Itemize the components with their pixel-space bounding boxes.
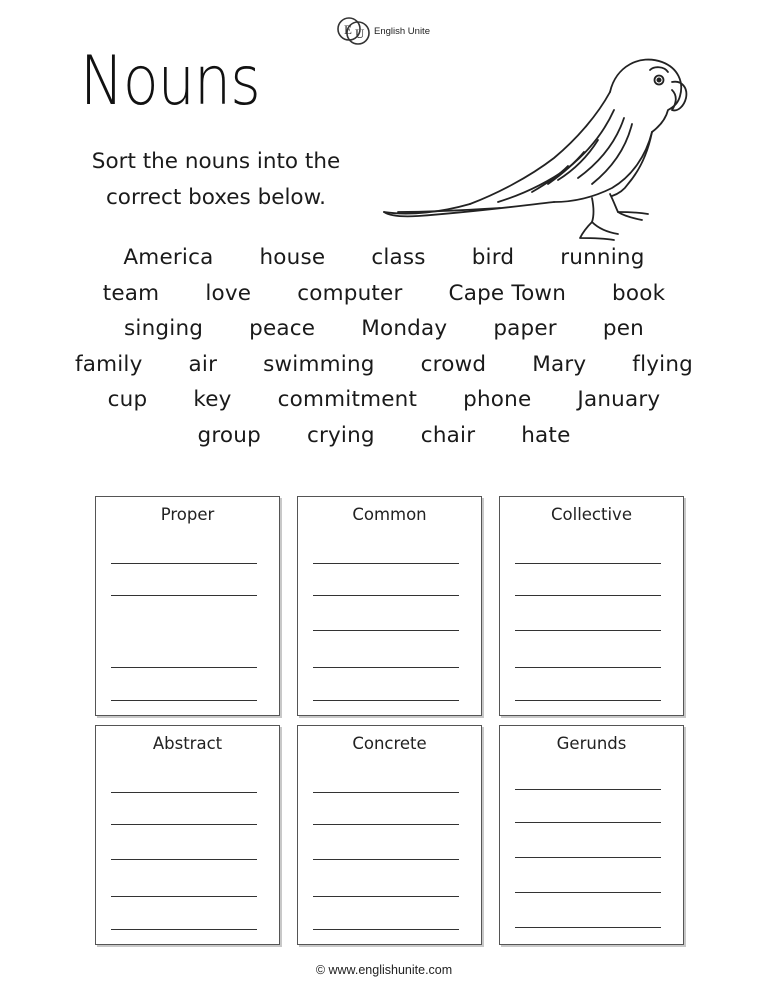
svg-text:E: E bbox=[344, 22, 352, 37]
word: swimming bbox=[263, 351, 375, 377]
answer-line[interactable] bbox=[111, 700, 257, 701]
word-row bbox=[0, 382, 768, 418]
answer-line[interactable] bbox=[515, 595, 661, 596]
answer-line[interactable] bbox=[111, 896, 257, 897]
answer-line[interactable] bbox=[111, 929, 257, 930]
answer-line[interactable] bbox=[313, 896, 459, 897]
word: book bbox=[612, 280, 666, 306]
instructions bbox=[56, 144, 376, 216]
word: Mary bbox=[532, 351, 587, 377]
answer-line[interactable] bbox=[111, 859, 257, 860]
word: flying bbox=[632, 351, 694, 377]
answer-line[interactable] bbox=[111, 667, 257, 668]
answer-line[interactable] bbox=[313, 563, 459, 564]
parrot-illustration bbox=[378, 52, 688, 244]
answer-line[interactable] bbox=[515, 667, 661, 668]
instructions-line: Sort the nouns into the bbox=[91, 149, 341, 174]
word-row bbox=[0, 276, 768, 312]
word: key bbox=[193, 387, 232, 413]
answer-line[interactable] bbox=[515, 927, 661, 928]
word: Monday bbox=[361, 316, 448, 342]
word: computer bbox=[297, 280, 403, 306]
answer-line[interactable] bbox=[111, 792, 257, 793]
logo-text: English Unite bbox=[374, 25, 430, 37]
word: house bbox=[259, 245, 326, 271]
sort-box-concrete bbox=[297, 725, 482, 945]
word: hate bbox=[521, 422, 571, 448]
answer-line[interactable] bbox=[515, 630, 661, 631]
word: pen bbox=[602, 316, 644, 342]
word: January bbox=[577, 387, 661, 413]
box-label: Common bbox=[352, 505, 427, 524]
word: peace bbox=[249, 316, 316, 342]
sort-box-abstract bbox=[95, 725, 280, 945]
box-label: Abstract bbox=[152, 734, 223, 753]
page-title: Nouns bbox=[80, 42, 260, 121]
answer-line[interactable] bbox=[313, 630, 459, 631]
word: air bbox=[188, 351, 218, 377]
word-row bbox=[0, 240, 768, 276]
word: family bbox=[74, 351, 143, 377]
word: bird bbox=[471, 245, 515, 271]
answer-line[interactable] bbox=[313, 824, 459, 825]
word: love bbox=[205, 280, 252, 306]
answer-line[interactable] bbox=[515, 789, 661, 790]
word: crowd bbox=[420, 351, 487, 377]
word-row bbox=[0, 311, 768, 347]
word: paper bbox=[493, 316, 557, 342]
word: America bbox=[123, 245, 214, 271]
sort-box-proper bbox=[95, 496, 280, 716]
word: running bbox=[560, 245, 645, 271]
word-bank bbox=[0, 240, 768, 453]
sort-box-common bbox=[297, 496, 482, 716]
answer-line[interactable] bbox=[111, 824, 257, 825]
answer-line[interactable] bbox=[515, 892, 661, 893]
box-label: Collective bbox=[551, 505, 632, 524]
word: group bbox=[197, 422, 261, 448]
word: phone bbox=[463, 387, 532, 413]
word: commitment bbox=[277, 387, 418, 413]
word: cup bbox=[107, 387, 148, 413]
answer-line[interactable] bbox=[515, 563, 661, 564]
svg-text:U: U bbox=[355, 26, 365, 41]
answer-line[interactable] bbox=[313, 700, 459, 701]
answer-line[interactable] bbox=[313, 595, 459, 596]
sort-box-gerunds bbox=[499, 725, 684, 945]
word: singing bbox=[124, 316, 204, 342]
word: crying bbox=[306, 422, 375, 448]
box-label: Proper bbox=[160, 505, 215, 524]
sort-box-collective bbox=[499, 496, 684, 716]
answer-line[interactable] bbox=[515, 857, 661, 858]
box-label: Gerunds bbox=[556, 734, 627, 753]
box-label: Concrete bbox=[352, 734, 427, 753]
word-row bbox=[0, 418, 768, 454]
word: class bbox=[371, 245, 426, 271]
english-unite-logo-icon bbox=[336, 14, 372, 48]
instructions-line: correct boxes below. bbox=[105, 185, 327, 210]
answer-line[interactable] bbox=[313, 792, 459, 793]
logo bbox=[336, 14, 430, 48]
word: team bbox=[102, 280, 160, 306]
word: chair bbox=[420, 422, 476, 448]
answer-line[interactable] bbox=[313, 667, 459, 668]
answer-line[interactable] bbox=[515, 700, 661, 701]
answer-line[interactable] bbox=[515, 822, 661, 823]
word: Cape Town bbox=[448, 280, 567, 306]
footer-copyright: © www.englishunite.com bbox=[315, 963, 453, 977]
answer-line[interactable] bbox=[111, 595, 257, 596]
answer-line[interactable] bbox=[313, 929, 459, 930]
word-row bbox=[0, 347, 768, 383]
answer-line[interactable] bbox=[111, 563, 257, 564]
answer-line[interactable] bbox=[313, 859, 459, 860]
